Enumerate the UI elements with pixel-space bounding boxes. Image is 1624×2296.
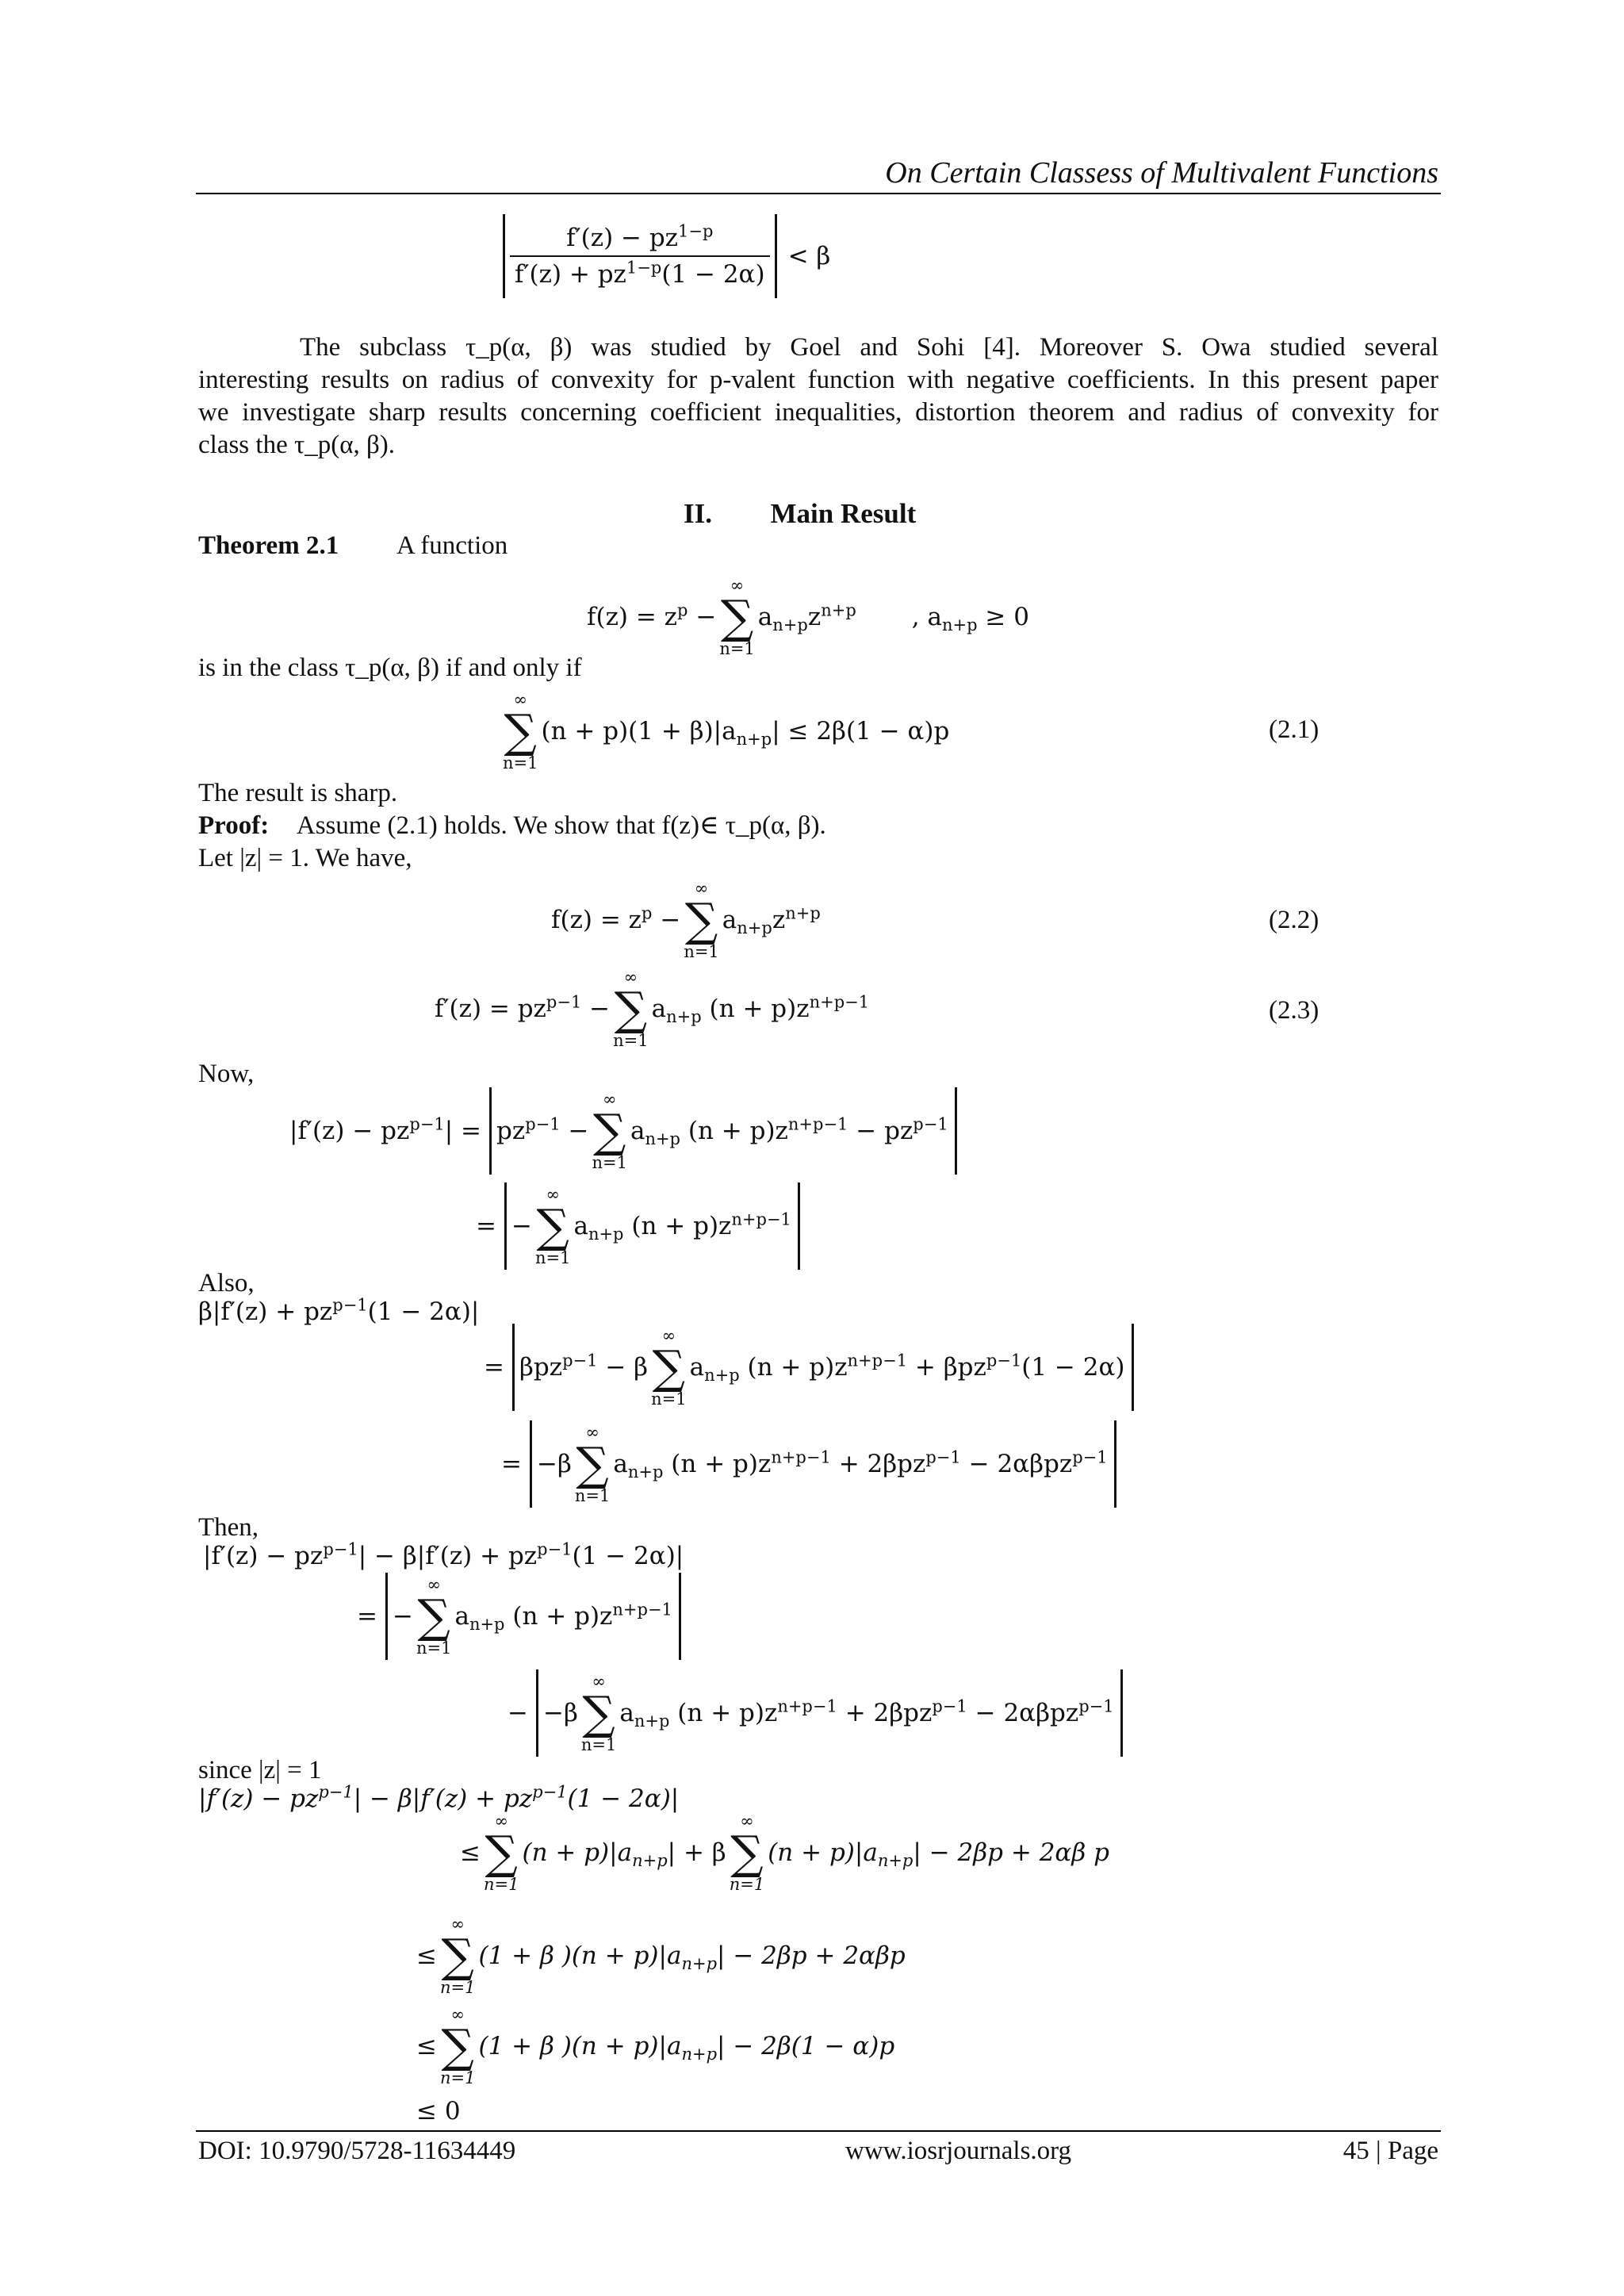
condition-denominator: f′(z) + pz	[515, 260, 626, 289]
theorem-intro: A function	[396, 531, 508, 560]
condition-numerator-sup: 1−p	[678, 221, 714, 241]
proof-let: Let |z| = 1. We have,	[198, 844, 412, 872]
eq-number-2-3: (2.3)	[1269, 996, 1320, 1025]
then-label: Then,	[198, 1513, 259, 1542]
footer-site: www.iosrjournals.org	[845, 2137, 1072, 2165]
intro-line-1: The subclass τ_p(α, β) was studied by Goel and Sohi [4]. Moreover S. Owa studied several	[300, 333, 1438, 362]
footer-rule	[196, 2130, 1441, 2132]
since-lhs: $|f'(z) - pz^{p-1}| - \beta|f'(z) + pz^{p-1}(1 - 2\alpha)|$	[198, 1782, 680, 1813]
section-title: Main Result	[770, 498, 917, 529]
sharp-statement: The result is sharp.	[198, 779, 398, 807]
bound-2: ≤ ∞ ∑ n=1 (1 + β )$(n + p)|a_{n+p}| - 2\beta p + 2\alpha\beta p$	[416, 1915, 906, 1997]
bound-3: ≤ ∞ ∑ n=1 (1 + β )$(n + p)|a_{n+p}| - 2\beta(1 - \alpha)p$	[416, 2005, 895, 2087]
proof-label: Proof:	[198, 811, 270, 840]
equation-2-2: $f(z) = z^p$ − ∞ ∑ n=1 $a_{n+p}z^{n+p}$	[551, 879, 821, 961]
equation-2-3: $f'(z) = pz^{p-1}$ − ∞ ∑ n=1 $a_{n+p}$ $(n + p)z^{n+p-1}$	[435, 968, 870, 1050]
condition-inequality	[503, 213, 830, 300]
now-label: Now,	[198, 1060, 255, 1088]
footer-page: 45 | Page	[1342, 2137, 1438, 2165]
running-title: On Certain Classess of Multivalent Functions	[885, 156, 1438, 190]
section-number: II.	[684, 498, 712, 529]
intro-line-3: we investigate sharp results concerning coefficient inequalities, distortion theorem and radius of convexity for	[198, 398, 1438, 427]
now-equation-1: $|f'(z) - pz^{p-1}|$ = $pz^{p-1}$ − ∞ ∑ n=1 $a_{n+p}$ $(n + p)z^{n+p-1} - pz^{p-1}$	[289, 1083, 957, 1179]
since-label: since |z| = 1	[198, 1756, 322, 1784]
theorem-label: Theorem 2.1	[198, 531, 339, 560]
intro-line-4: class the τ_p(α, β).	[198, 431, 396, 459]
function-definition: $f(z) = z^p$ − ∞ ∑ n=1 $a_{n+p}z^{n+p}$ , $a_{n+p} \ge 0$	[587, 576, 1029, 658]
eq-number-2-1: (2.1)	[1269, 715, 1320, 744]
also-equation-1: = βpz$^{p-1}$ − β ∞ ∑ n=1 $a_{n+p}$ $(n + p)z^{n+p-1} + \beta pz^{p-1}(1 - 2\alpha)$	[484, 1320, 1134, 1415]
footer-doi: DOI: 10.9790/5728-11634449	[198, 2137, 516, 2165]
proof-line	[198, 810, 826, 841]
intro-line-2: interesting results on radius of convexity for p-valent function with negative coefficients. In this present paper	[198, 366, 1438, 394]
then-equation-1: = − ∞ ∑ n=1 $a_{n+p}$ $(n + p)z^{n+p-1}$	[357, 1569, 681, 1664]
intro-paragraph	[198, 332, 1438, 462]
then-lhs: $|f'(z) - pz^{p-1}| - \beta|f'(z) + pz^{p-1}(1 - 2\alpha)|$	[203, 1539, 684, 1570]
condition-denominator-tail: (1 − 2α)	[661, 260, 765, 289]
class-line: is in the class τ_p(α, β) if and only if	[198, 654, 582, 682]
section-heading	[684, 498, 916, 530]
eq-number-2-2: (2.2)	[1269, 906, 1320, 934]
header-rule	[196, 193, 1441, 194]
condition-denominator-sup: 1−p	[626, 258, 662, 278]
condition-rhs: < β	[787, 242, 831, 270]
bound-4: ≤ 0	[416, 2097, 461, 2125]
also-equation-2: = −β ∞ ∑ n=1 $a_{n+p}$ $(n + p)z^{n+p-1} + 2\beta pz^{p-1} - 2\alpha\beta pz^{p-1}$	[501, 1416, 1116, 1512]
proof-assume: Assume (2.1) holds. We show that f(z)∈ τ_p(α, β).	[296, 811, 826, 840]
also-lhs: $\beta|f'(z) + pz^{p-1}(1 - 2\alpha)|$	[198, 1295, 480, 1326]
coefficient-inequality: ∞ ∑ n=1 $(n + p)(1 + \beta)|a_{n+p}| \le 2\beta(1 - \alpha)p$	[503, 690, 950, 772]
then-equation-2: − −β ∞ ∑ n=1 $a_{n+p}$ $(n + p)z^{n+p-1} + 2\beta pz^{p-1} - 2\alpha\beta pz^{p-1}$	[508, 1665, 1123, 1761]
bound-1: ≤ ∞ ∑ n=1 $(n + p)|a_{n+p}|$ + β ∞ ∑ n=1 $(n + p)|a_{n+p}| - 2\beta p + 2\alpha\beta$ p	[460, 1811, 1109, 1894]
also-label: Also,	[198, 1269, 255, 1297]
condition-numerator: f′(z) − pz	[566, 224, 679, 252]
now-equation-2: = − ∞ ∑ n=1 $a_{n+p}$ $(n + p)z^{n+p-1}$	[476, 1179, 800, 1274]
